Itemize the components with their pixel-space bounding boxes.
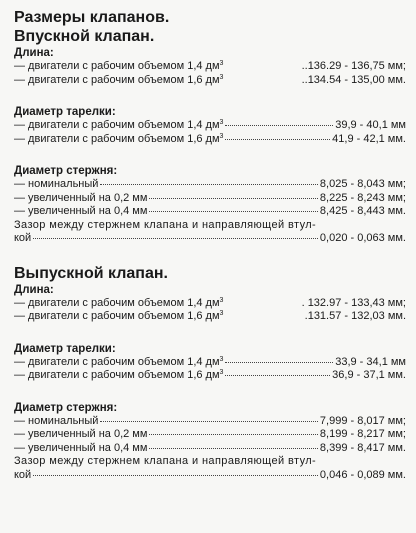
exhaust-clearance-text: Зазор между стержнем клапана и направляющей втул- (14, 455, 317, 467)
leader-dots (33, 474, 318, 476)
exhaust-plate-row: — двигатели с рабочим объемом 1,4 $дм^3$ 33,9 - 34,1 мм (14, 355, 406, 368)
exhaust-length-label: Длина: (14, 283, 54, 296)
intake-plate-row: — двигатели с рабочим объемом 1,6 $дм^3$ 41,9 - 42,1 мм. (14, 132, 406, 145)
intake-length-label: Длина: (14, 47, 54, 59)
intake-length-row: — двигатели с рабочим объемом 1,4 $дм^3$ ..136.29 - 136,75 мм; (14, 60, 406, 72)
intake-stem-row: — увеличенный на 0,2 мм 8,225 - 8,243 мм; (14, 191, 406, 204)
leader-dots (149, 447, 318, 449)
leader-dots (100, 183, 317, 185)
exhaust-stem-row: — увеличенный на 0,2 мм 8,199 - 8,217 мм; (14, 428, 406, 440)
document-page (14, 8, 406, 482)
exhaust-clearance-row: кой 0,046 - 0,089 мм. (14, 468, 406, 481)
leader-dots (33, 237, 318, 239)
exhaust-stem-row: — номинальный 7,999 - 8,017 мм; (14, 414, 406, 427)
intake-clearance-row: кой 0,020 - 0,063 мм. (14, 232, 406, 244)
leader-dots (225, 361, 333, 363)
exhaust-length-row: — двигатели с рабочим объемом 1,4 $дм^3$ . 132.97 - 133,43 мм; (14, 296, 406, 309)
leader-dots (100, 420, 317, 422)
intake-stem-label: Диаметр стержня: (14, 165, 118, 177)
leader-dots (225, 138, 330, 140)
leader-dots (149, 210, 318, 212)
intake-stem-row: — номинальный 8,025 - 8,043 мм; (14, 178, 406, 190)
document-title: Размеры клапанов. (14, 9, 170, 26)
intake-length-row: — двигатели с рабочим объемом 1,6 $дм^3$ ..134.54 - 135,00 мм. (14, 73, 406, 86)
exhaust-plate-label: Диаметр тарелки: (14, 342, 116, 355)
exhaust-length-row: — двигатели с рабочим объемом 1,6 $дм^3$ .131.57 - 132,03 мм. (14, 310, 406, 322)
exhaust-heading: Выпускной клапан. (14, 264, 168, 282)
intake-plate-label: Диаметр тарелки: (14, 106, 116, 118)
leader-dots (149, 197, 318, 199)
leader-dots (149, 433, 318, 435)
intake-stem-row: — увеличенный на 0,4 мм 8,425 - 8,443 мм. (14, 205, 406, 217)
exhaust-plate-row: — двигатели с рабочим объемом 1,6 $дм^3$ 36,9 - 37,1 мм. (14, 369, 406, 381)
intake-plate-row: — двигатели с рабочим объемом 1,4 $дм^3$ 39,9 - 40,1 мм (14, 119, 406, 131)
leader-dots (225, 374, 330, 376)
intake-heading: Впускной клапан. (14, 28, 155, 45)
intake-clearance-text: Зазор между стержнем клапана и направляющей втул- (14, 218, 317, 231)
exhaust-stem-label: Диаметр стержня: (14, 401, 118, 414)
leader-dots (225, 124, 333, 126)
exhaust-stem-row: — увеличенный на 0,4 мм 8,399 - 8,417 мм. (14, 441, 406, 454)
